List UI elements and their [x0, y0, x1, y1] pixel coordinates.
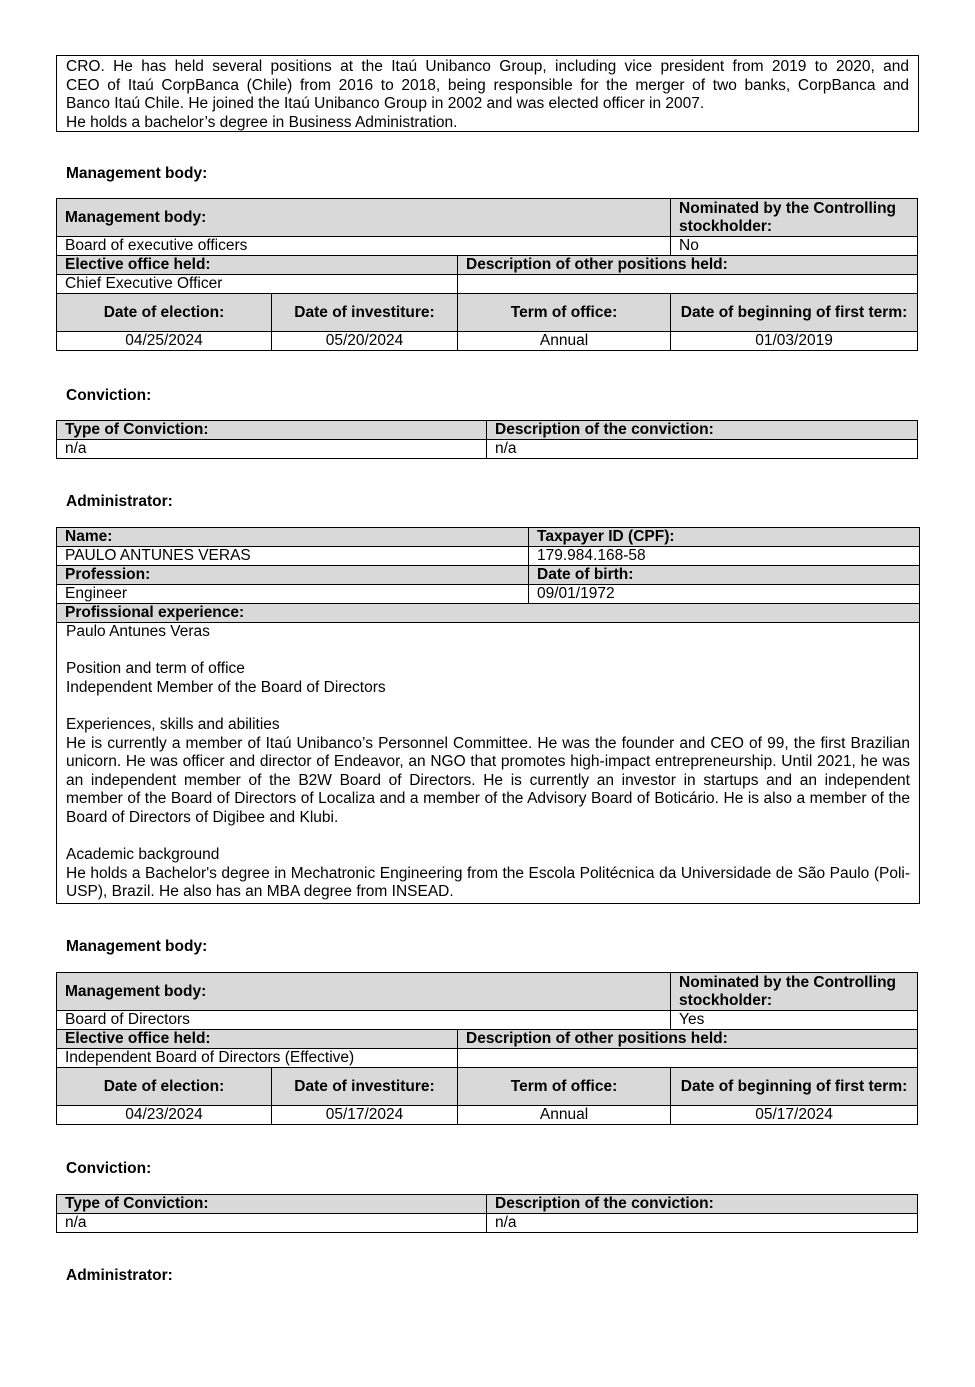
- conviction-type-label: Type of Conviction:: [57, 421, 487, 440]
- election-date-label: Date of election:: [57, 1068, 272, 1106]
- elective-office-label: Elective office held:: [57, 256, 458, 275]
- first-term-value: 01/03/2019: [671, 332, 918, 351]
- investiture-date-label: Date of investiture:: [272, 1068, 458, 1106]
- management-body-table: [56, 972, 918, 1125]
- term-of-office-value: Annual: [458, 1106, 671, 1125]
- administrator-table: [56, 527, 920, 904]
- conviction-description-value: n/a: [487, 440, 918, 459]
- election-date-value: 04/25/2024: [57, 332, 272, 351]
- first-term-label: Date of beginning of first term:: [671, 1068, 918, 1106]
- management-body-heading: Management body:: [66, 165, 208, 182]
- experience-line: CEO of Itaú CorpBanca (Chile) from 2016 to 2018, being responsible for the merger of two banks, CorpBanca and: [66, 76, 909, 94]
- experience-label: Profissional experience:: [57, 604, 920, 623]
- management-body-label: Management body:: [57, 199, 671, 237]
- term-of-office-label: Term of office:: [458, 294, 671, 332]
- other-positions-label: Description of other positions held:: [458, 1030, 918, 1049]
- conviction-description-label: Description of the conviction:: [487, 421, 918, 440]
- experience-line: CRO. He has held several positions at the Itaú Unibanco Group, including vice president from 2019 to 2020, and: [66, 58, 909, 75]
- conviction-description-value: n/a: [487, 1214, 918, 1233]
- position-text: Independent Member of the Board of Directors: [66, 678, 386, 696]
- elective-office-label: Elective office held:: [57, 1030, 458, 1049]
- investiture-date-value: 05/17/2024: [272, 1106, 458, 1125]
- nominated-value: No: [671, 237, 918, 256]
- conviction-type-value: n/a: [57, 440, 487, 459]
- birth-date-value: 09/01/1972: [529, 585, 920, 604]
- conviction-description-label: Description of the conviction:: [487, 1195, 918, 1214]
- position-title: Position and term of office: [66, 660, 245, 678]
- investiture-date-value: 05/20/2024: [272, 332, 458, 351]
- management-body-label: Management body:: [57, 973, 671, 1011]
- name-label: Name:: [57, 528, 529, 547]
- nominated-label: Nominated by the Controlling stockholder:: [671, 199, 918, 237]
- management-body-value: Board of Directors: [57, 1011, 671, 1030]
- conviction-table: [56, 1194, 918, 1233]
- first-term-label: Date of beginning of first term:: [671, 294, 918, 332]
- experience-line: Banco Itaú Chile. He joined the Itaú Unibanco Group in 2002 and was elected officer in 2007.: [66, 95, 705, 113]
- conviction-heading: Conviction:: [66, 387, 152, 404]
- experience-line: He holds a bachelor’s degree in Business Administration.: [66, 113, 458, 131]
- other-positions-value: [458, 275, 918, 294]
- elective-office-value: Chief Executive Officer: [57, 275, 458, 294]
- management-body-value: Board of executive officers: [57, 237, 671, 256]
- nominated-label: Nominated by the Controlling stockholder:: [671, 973, 918, 1011]
- conviction-table: [56, 420, 918, 459]
- conviction-type-label: Type of Conviction:: [57, 1195, 487, 1214]
- experience-cell: [57, 623, 920, 904]
- cpf-label: Taxpayer ID (CPF):: [529, 528, 920, 547]
- conviction-heading: Conviction:: [66, 1160, 152, 1177]
- management-body-table: [56, 198, 918, 351]
- skills-title: Experiences, skills and abilities: [66, 715, 280, 733]
- management-body-heading: Management body:: [66, 938, 208, 955]
- other-positions-value: [458, 1049, 918, 1068]
- academic-text: He holds a Bachelor's degree in Mechatronic Engineering from the Escola Politécnica da Universidade de São Paulo (Poli-USP), Brazil. He also has an MBA degree from INSEAD.: [66, 864, 910, 901]
- academic-title: Academic background: [66, 846, 220, 864]
- conviction-type-value: n/a: [57, 1214, 487, 1233]
- profession-label: Profession:: [57, 566, 529, 585]
- term-of-office-value: Annual: [458, 332, 671, 351]
- investiture-date-label: Date of investiture:: [272, 294, 458, 332]
- experience-name: Paulo Antunes Veras: [66, 623, 210, 640]
- elective-office-value: Independent Board of Directors (Effective): [57, 1049, 458, 1068]
- profession-value: Engineer: [57, 585, 529, 604]
- election-date-value: 04/23/2024: [57, 1106, 272, 1125]
- nominated-value: Yes: [671, 1011, 918, 1030]
- birth-date-label: Date of birth:: [529, 566, 920, 585]
- administrator-heading: Administrator:: [66, 1267, 173, 1284]
- other-positions-label: Description of other positions held:: [458, 256, 918, 275]
- administrator-heading: Administrator:: [66, 493, 173, 510]
- term-of-office-label: Term of office:: [458, 1068, 671, 1106]
- first-term-value: 05/17/2024: [671, 1106, 918, 1125]
- election-date-label: Date of election:: [57, 294, 272, 332]
- previous-experience-box: [56, 55, 919, 132]
- cpf-value: 179.984.168-58: [529, 547, 920, 566]
- skills-text: He is currently a member of Itaú Unibanco’s Personnel Committee. He was the founder and CEO of 99, the first Brazilian unicorn. He was officer and director of Endeavor, an NGO that promotes high-impact entrepreneurship. Until 2021, he was an independent member of the B2W Board of Directors. He is currently an investor in startups and an independent member of the Board of Directors of Localiza and a member of the Advisory Board of Boticário. He is also a member of the Board of Directors of Digibee and Klubi.: [66, 734, 910, 826]
- name-value: PAULO ANTUNES VERAS: [57, 547, 529, 566]
